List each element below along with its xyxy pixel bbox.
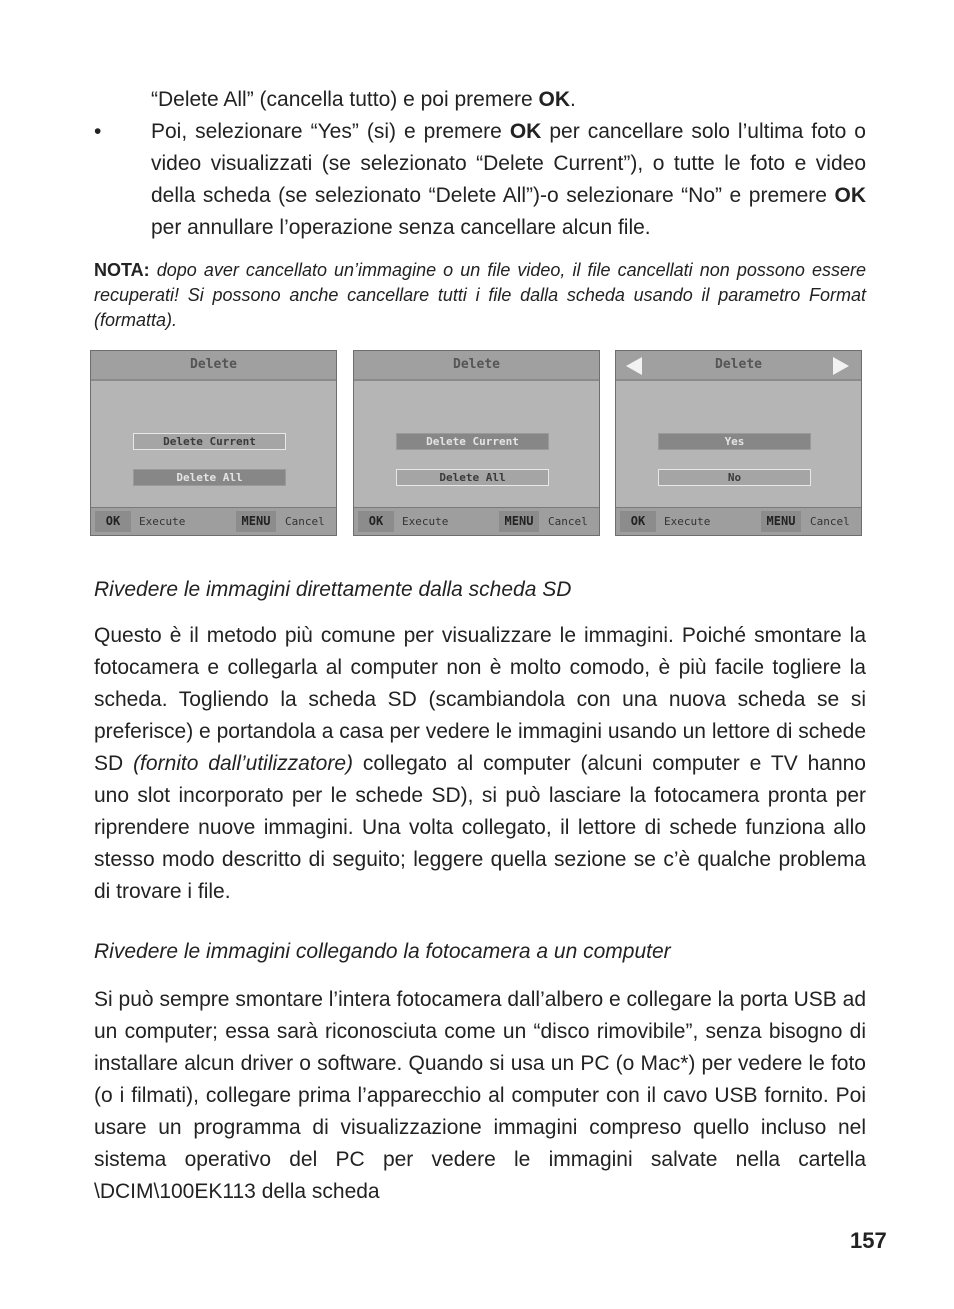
delete-screen-3 (615, 350, 862, 536)
menu-key: MENU (761, 511, 801, 532)
screen-title: Delete (190, 357, 237, 372)
screen-header (91, 351, 336, 381)
section-paragraph-sd-card (94, 620, 866, 908)
delete-screen-2 (353, 350, 600, 536)
delete-screen-1 (90, 350, 337, 536)
execute-label: Execute (139, 515, 186, 528)
screen-header (354, 351, 599, 381)
intro-end: . (570, 88, 576, 111)
note-paragraph (94, 258, 866, 333)
screen-body (616, 381, 861, 509)
paragraph-italic-note: (fornito dall’utilizzatore) (133, 752, 354, 775)
intro-text: “Delete All” (cancella tutto) e poi premere (151, 88, 539, 111)
bullet-text-2: per cancellare solo l’ultima foto o video visualizzati (se selezionato “Delete Current”), o tutte le foto e video della scheda (se selezionato “Delete All”)-o selezionare “No” e premere (151, 120, 866, 207)
paragraph-text-1: Questo è il metodo più comune per visualizzare le immagini. Poiché smontare la fotocamera e collegarla al computer non è molto comodo, è più facile togliere la scheda. Togliendo la scheda SD (scambiandola con una nuova scheda se si preferisce) e portandola a casa per vedere le immagini usando un lettore di schede SD (94, 624, 866, 775)
bullet-marker: • (94, 120, 102, 143)
screen-title: Delete (715, 357, 762, 372)
screen-body (354, 381, 599, 509)
ok-key-label: OK (538, 88, 571, 111)
screen-body (91, 381, 336, 509)
intro-line (151, 84, 866, 116)
menu-key: MENU (236, 511, 276, 532)
option-no: No (658, 469, 811, 486)
screen-footer (354, 507, 599, 535)
screen-header (616, 351, 861, 381)
section-heading-computer: Rivedere le immagini collegando la fotocamera a un computer (94, 940, 671, 963)
cancel-label: Cancel (548, 515, 588, 528)
option-yes: Yes (658, 433, 811, 450)
paragraph-text-2: collegato al computer (alcuni computer e TV hanno uno slot incorporato per le schede SD), si può lasciare la fotocamera pronta per riprendere nuove immagini. Una volta collegato, il lettore di schede funziona allo stesso modo descritto di seguito; leggere quella sezione se c’è qualche problema di trovare i file. (94, 752, 866, 903)
note-text: dopo aver cancellato un’immagine o un file video, il file cancellati non possono essere recuperati! Si possono anche cancellare tutti i file dalla scheda usando il parametro Format (formatta). (94, 260, 866, 330)
option-delete-all: Delete All (396, 469, 549, 486)
screen-footer (616, 507, 861, 535)
ok-key-label: OK (509, 120, 542, 143)
execute-label: Execute (402, 515, 449, 528)
page-number: 157 (850, 1228, 887, 1253)
bullet-text-3: per annullare l’operazione senza cancellare alcun file. (151, 216, 651, 239)
option-delete-current: Delete Current (133, 433, 286, 450)
section-paragraph-computer: Si può sempre smontare l’intera fotocamera dall’albero e collegare la porta USB ad un computer; essa sarà riconosciuta come un “disco rimovibile”, senza bisogno di installare alcun driver o software. Quando si usa un PC (o Mac*) per vedere le foto (o i filmati), collegare prima l’apparecchio al computer con il cavo USB fornito. Poi usare un programma di visualizzazione immagini compreso quello incluso nel sistema operativo del PC per vedere le immagini salvate nella cartella \DCIM\100EK113 della scheda (94, 988, 866, 1203)
option-delete-current: Delete Current (396, 433, 549, 450)
note-label: NOTA: (94, 260, 150, 280)
bullet-text-1: Poi, selezionare “Yes” (si) e premere (151, 120, 510, 143)
screen-title: Delete (453, 357, 500, 372)
cancel-label: Cancel (285, 515, 325, 528)
cancel-label: Cancel (810, 515, 850, 528)
screen-footer (91, 507, 336, 535)
ok-key: OK (358, 511, 394, 532)
right-arrow-icon (833, 357, 849, 375)
option-delete-all: Delete All (133, 469, 286, 486)
ok-key-label: OK (834, 184, 866, 207)
execute-label: Execute (664, 515, 711, 528)
bullet-paragraph (151, 116, 866, 244)
section-heading-sd-card: Rivedere le immagini direttamente dalla scheda SD (94, 578, 572, 601)
menu-key: MENU (499, 511, 539, 532)
ok-key: OK (95, 511, 131, 532)
ok-key: OK (620, 511, 656, 532)
